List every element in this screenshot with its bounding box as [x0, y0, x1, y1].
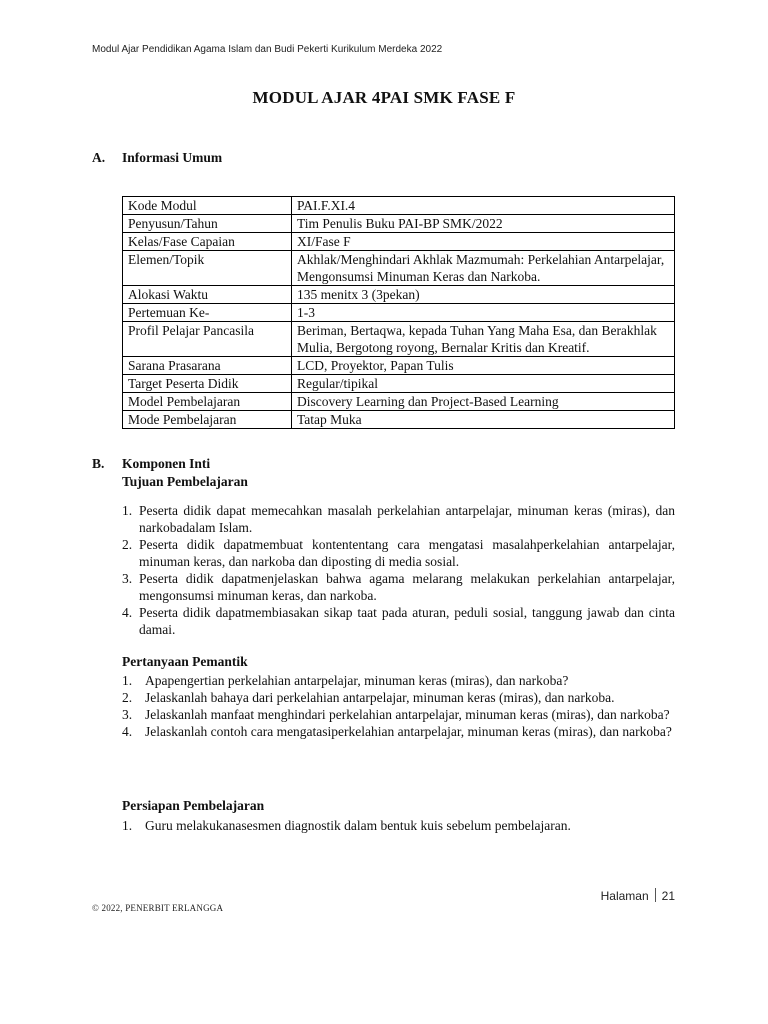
table-row	[123, 357, 675, 375]
list-item	[122, 689, 675, 706]
table-key: Kelas/Fase Capaian	[123, 233, 292, 251]
document-title: MODUL AJAR 4PAI SMK FASE F	[252, 88, 516, 107]
table-row	[123, 233, 675, 251]
running-header: Modul Ajar Pendidikan Agama Islam dan Budi Pekerti Kurikulum Merdeka 2022	[92, 44, 443, 55]
table-key: Profil Pelajar Pancasila	[123, 322, 292, 357]
list-number: 4.	[122, 724, 133, 739]
pertanyaan-list	[122, 672, 675, 740]
table-key: Target Peserta Didik	[123, 375, 292, 393]
list-text: Peserta didik dapatmembuat kontententang cara mengatasi masalahperkelahian antarpelajar, minuman keras, dan narkoba dan diposting di media sosial.	[139, 537, 675, 569]
page-number	[601, 888, 675, 903]
table-key: Alokasi Waktu	[123, 286, 292, 304]
section-b-heading	[92, 456, 210, 472]
list-text: Peserta didik dapatmembiasakan sikap taat pada aturan, peduli sosial, tanggung jawab dan cinta damai.	[139, 605, 675, 637]
table-row	[123, 393, 675, 411]
table-value: Tim Penulis Buku PAI-BP SMK/2022	[292, 215, 675, 233]
list-number: 1.	[122, 503, 133, 518]
persiapan-heading: Persiapan Pembelajaran	[122, 798, 265, 813]
list-item	[122, 502, 675, 536]
list-item	[122, 604, 675, 638]
list-item	[122, 817, 675, 834]
table-key: Elemen/Topik	[123, 251, 292, 286]
list-number: 2.	[122, 690, 133, 705]
table-row	[123, 322, 675, 357]
table-value: PAI.F.XI.4	[292, 197, 675, 215]
table-key: Model Pembelajaran	[123, 393, 292, 411]
list-item	[122, 706, 675, 723]
table-row	[123, 375, 675, 393]
list-number: 4.	[122, 605, 133, 620]
tujuan-list	[122, 502, 675, 638]
table-key: Mode Pembelajaran	[123, 411, 292, 429]
table-value: LCD, Proyektor, Papan Tulis	[292, 357, 675, 375]
footer-copyright: © 2022, PENERBIT ERLANGGA	[92, 903, 224, 913]
table-value: 1-3	[292, 304, 675, 322]
table-key: Kode Modul	[123, 197, 292, 215]
list-text: Apapengertian perkelahian antarpelajar, minuman keras (miras), dan narkoba?	[145, 673, 569, 688]
section-b-letter: B.	[92, 456, 105, 471]
table-key: Penyusun/Tahun	[123, 215, 292, 233]
page-value: 21	[661, 889, 675, 903]
table-value: Regular/tipikal	[292, 375, 675, 393]
list-number: 1.	[122, 673, 133, 688]
list-item	[122, 723, 675, 740]
section-b-title: Komponen Inti	[122, 456, 211, 471]
table-value: Beriman, Bertaqwa, kepada Tuhan Yang Maha Esa, dan Berakhlak Mulia, Bergotong royong, Bernalar Kritis dan Kreatif.	[292, 322, 675, 357]
list-text: Jelaskanlah contoh cara mengatasiperkelahian antarpelajar, minuman keras (miras), dan narkoba?	[145, 724, 672, 739]
page-label: Halaman	[600, 889, 649, 903]
section-a-letter: A.	[92, 150, 106, 165]
list-text: Jelaskanlah bahaya dari perkelahian antarpelajar, minuman keras (miras), dan narkoba.	[145, 690, 615, 705]
list-item	[122, 536, 675, 570]
info-table	[122, 196, 675, 429]
list-item	[122, 570, 675, 604]
list-text: Peserta didik dapat memecahkan masalah perkelahian antarpelajar, minuman keras (miras), dan narkobadalam Islam.	[139, 503, 675, 535]
table-row	[123, 251, 675, 286]
list-text: Guru melakukanasesmen diagnostik dalam bentuk kuis sebelum pembelajaran.	[145, 818, 571, 833]
table-row	[123, 304, 675, 322]
table-value: 135 menitx 3 (3pekan)	[292, 286, 675, 304]
section-a-heading	[92, 150, 222, 166]
tujuan-heading: Tujuan Pembelajaran	[122, 474, 248, 489]
list-number: 3.	[122, 707, 133, 722]
list-number: 1.	[122, 818, 133, 833]
list-number: 2.	[122, 537, 133, 552]
table-row	[123, 286, 675, 304]
table-key: Sarana Prasarana	[123, 357, 292, 375]
pertanyaan-heading: Pertanyaan Pemantik	[122, 654, 248, 669]
section-a-title: Informasi Umum	[122, 150, 223, 165]
page-divider	[655, 888, 656, 902]
table-value: Akhlak/Menghindari Akhlak Mazmumah: Perkelahian Antarpelajar, Mengonsumsi Minuman Keras dan Narkoba.	[292, 251, 675, 286]
table-value: XI/Fase F	[292, 233, 675, 251]
list-number: 3.	[122, 571, 133, 586]
persiapan-list	[122, 817, 675, 834]
table-row	[123, 197, 675, 215]
table-value: Discovery Learning dan Project-Based Learning	[292, 393, 675, 411]
table-row	[123, 411, 675, 429]
list-text: Jelaskanlah manfaat menghindari perkelahian antarpelajar, minuman keras (miras), dan narkoba?	[145, 707, 670, 722]
list-text: Peserta didik dapatmenjelaskan bahwa agama melarang melakukan perkelahian antarpelajar, mengonsumsi minuman keras, dan narkoba.	[139, 571, 675, 603]
table-value: Tatap Muka	[292, 411, 675, 429]
table-row	[123, 215, 675, 233]
table-key: Pertemuan Ke-	[123, 304, 292, 322]
list-item	[122, 672, 675, 689]
